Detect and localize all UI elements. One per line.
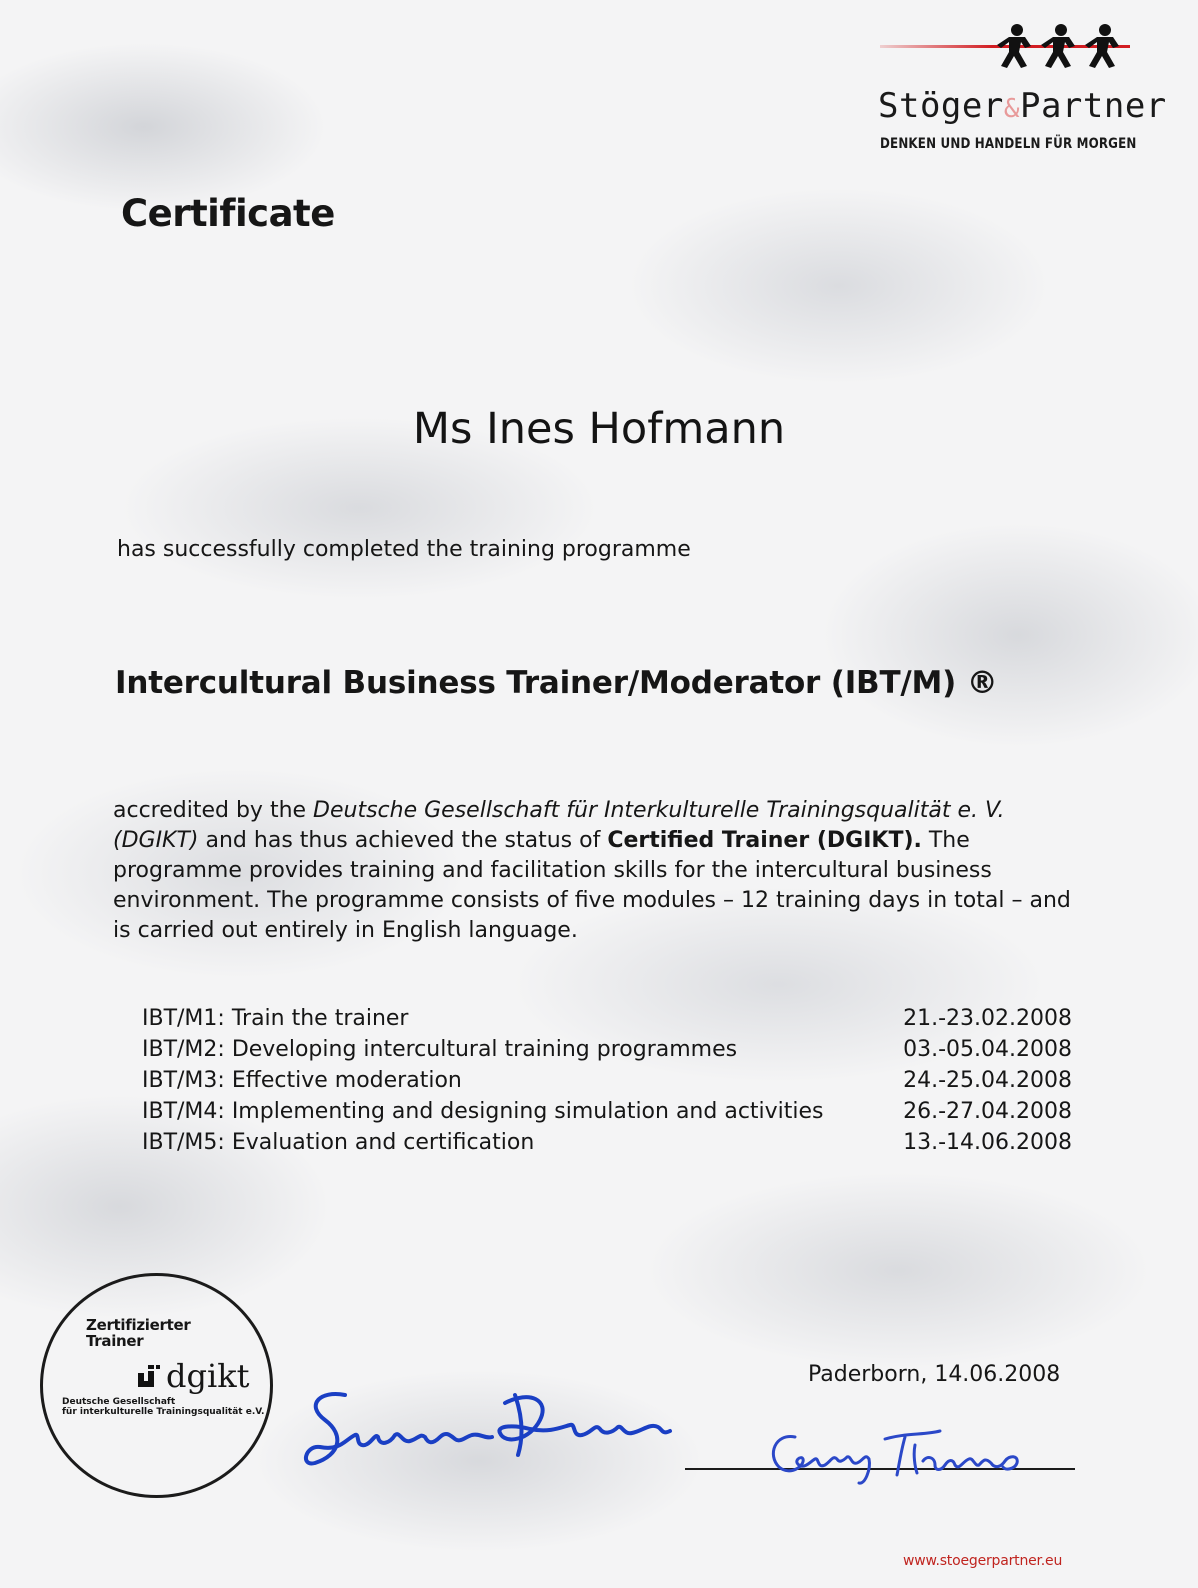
accreditation-paragraph: accredited by the Deutsche Gesellschaft für Interkulturelle Trainingsqualität e. V. (DGIKT) and has thus achieved the status of Certified Trainer (DGIKT). The programme provides training and facilitation skills for the intercultural business environment. The programme consists of five modules – 12 training days in total – and is carried out entirely in English language. (113, 798, 1071, 943)
module-row (142, 1003, 1072, 1034)
recipient-name: Ms Ines Hofmann (412, 404, 786, 454)
dgikt-logo: dgikt (138, 1357, 249, 1395)
programme-title: Intercultural Business Trainer/Moderator (IBT/M) ® (115, 665, 998, 701)
module-label: IBT/M5: Evaluation and certification (142, 1130, 535, 1155)
module-date: 13.-14.06.2008 (903, 1130, 1072, 1155)
certificate-title: Certificate (121, 192, 335, 235)
intro-text: has successfully completed the training programme (117, 537, 691, 562)
signature-susanne-bauer (300, 1385, 690, 1485)
module-date: 26.-27.04.2008 (903, 1099, 1072, 1124)
module-date: 21.-23.02.2008 (903, 1006, 1072, 1031)
tug-of-war-figures-icon (995, 22, 1135, 72)
module-label: IBT/M4: Implementing and designing simulation and activities (142, 1099, 824, 1124)
seal-title: Zertifizierter Trainer (86, 1316, 191, 1350)
module-date: 24.-25.04.2008 (903, 1068, 1072, 1093)
module-date: 03.-05.04.2008 (903, 1037, 1072, 1062)
logo-tagline: DENKEN UND HANDELN FÜR MORGEN (880, 136, 1137, 152)
module-row (142, 1065, 1072, 1096)
module-label: IBT/M1: Train the trainer (142, 1006, 409, 1031)
place-and-date: Paderborn, 14.06.2008 (808, 1362, 1061, 1387)
signature-gary-thomas (765, 1425, 1055, 1490)
dgikt-mark-icon (138, 1365, 160, 1389)
seal-subtitle: Deutsche Gesellschaft für interkulturelle Trainingsqualität e.V. (62, 1397, 265, 1417)
module-list (142, 1003, 1072, 1158)
website-link[interactable]: www.stoegerpartner.eu (903, 1553, 1063, 1569)
module-row (142, 1127, 1072, 1158)
module-label: IBT/M2: Developing intercultural training programmes (142, 1037, 738, 1062)
logo-wordmark: Stöger&Partner (878, 86, 1167, 126)
module-row (142, 1096, 1072, 1127)
dgikt-seal (40, 1273, 273, 1498)
module-row (142, 1034, 1072, 1065)
module-label: IBT/M3: Effective moderation (142, 1068, 462, 1093)
